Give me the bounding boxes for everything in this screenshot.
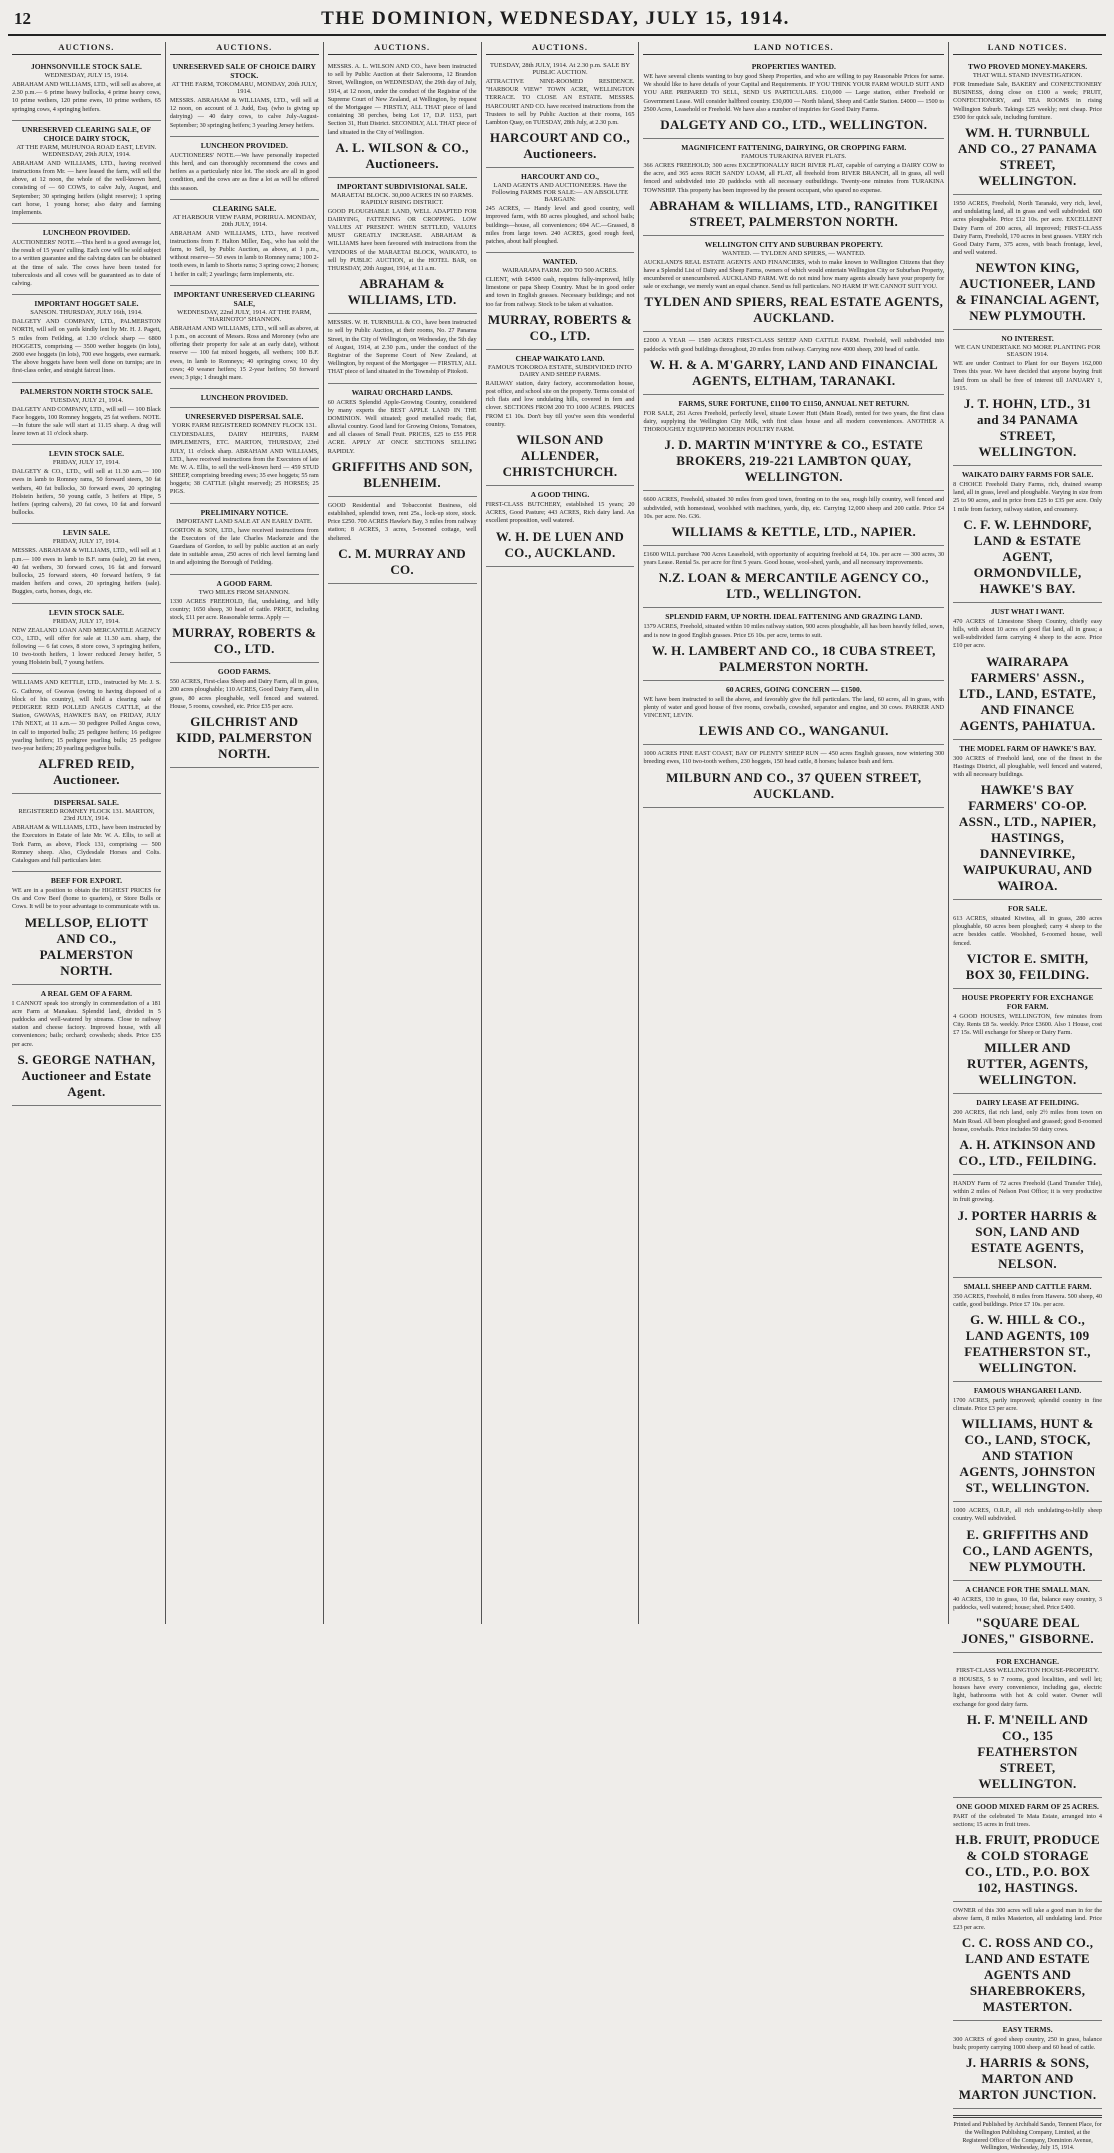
ad-body-text: ABRAHAM AND WILLIAMS, LTD., having received instructions from Mr. — have leased the farm, will sell the above, at 12 noon, the whole of the well-known herd, consisting of — 60 COWS, to calve July, August, and September; 30 springing heifers (slight reserve); 1 spring cart horse, 1 young horse; also dairy and farming implements. (12, 159, 161, 216)
ad-title: IMPORTANT UNRESERVED CLEARING SALE, (173, 289, 315, 308)
ad-body-text: 613 ACRES, situated Kiwitea, all in grass, 280 acres ploughable, 60 acres been ploughed; carry 4 sheep to the acre besides cattle. Woolshed, 6-roomed house, well fenced. (953, 915, 1102, 947)
ad-title: PROPERTIES WANTED. (751, 62, 836, 71)
ad-title: UNRESERVED SALE OF CHOICE DAIRY STOCK. (172, 62, 316, 80)
advertiser-name: GRIFFITHS AND SON, BLENHEIM. (331, 458, 473, 490)
ad-body-text: MESSRS. ABRAHAM & WILLIAMS, LTD., will sell at 12 noon, on account of J. Judd, Esq. (who is giving up dairying) — 40 dairy cows, to calve July-August-September; 30 springing heifers; 3 yearling Jersey heifers. (169, 97, 319, 129)
ad-subtitle: REGISTERED ROMNEY FLOCK 131. MARTON, 23rd JULY, 1914. (18, 808, 155, 823)
ad-subtitle: FIRST-CLASS WELLINGTON HOUSE-PROPERTY. (956, 1667, 1100, 1674)
ad-body-text: WE have several clients wanting to buy good Sheep Properties, and who are willing to pay Reasonable Prices for same. We should like to have details of your Capital and Requirements. IF YOU THINK YOUR FARM WOULD SUIT AND YOU ARE PREPARED TO SELL, SEND US PARTICULARS. £10,000 — Large station, either Freehold or Government Lease. Will consider halfbred country. £30,000 — North Island, Sheep and Cattle Station. £4000 — 1500 to 2500 Acres, Leasehold or Freehold. We have also a number of inquiries for Good Dairy Farms. (643, 73, 945, 113)
advertisement (170, 389, 319, 408)
ad-title: BEEF FOR EXPORT. (50, 876, 123, 886)
advertiser-name: TYLDEN AND SPIERS, REAL ESTATE AGENTS, AUCKLAND. (644, 294, 944, 326)
advertisement (328, 497, 477, 584)
advertisement (643, 236, 944, 333)
advertiser-name: J. HARRIS & SONS, MARTON AND MARTON JUNCTION. (958, 2055, 1097, 2103)
ad-body-text: MESSRS. ABRAHAM & WILLIAMS, LTD., will sell at 1 p.m.— 100 ewes in lamb to B.F. rams (sale), 20 fat ewes, 40 fat wethers, 30 forward cows, 16 fat and forward bullocks, 25 forward steers, 40 forward heifers, 9 fat maiden heifers and cows, 20 springing heifers (sale). Buggies, carts, horses, dogs, etc. (12, 547, 161, 596)
ad-subtitle: LAND AGENTS AND AUCTIONEERS. Have the Following FARMS FOR SALE:— AN ABSOLUTE BARGAIN: (491, 182, 629, 204)
ad-body-text: ABRAHAM AND WILLIAMS, LTD., have received instructions from F. Halton Miller, Esq., who has sold the farm, to Sell, by Public Auction, as above, at 1 p.m., without reserve— 50 ewes in lamb to Romney rams; 100 2-tooth ewes, in lamb to Shorts rams; 3 spring cows; 2 horses; 1 heifer in calf; 2 yearlings; farm implements, etc. (169, 229, 319, 278)
ad-body-text: £2000 A YEAR — 1589 ACRES FIRST-CLASS SHEEP AND CATTLE FARM. Freehold, well subdivided into paddocks with good buildings throughout, 20 miles from railway. Carrying now 4000 sheep, 200 head of cattle. (643, 337, 945, 353)
advertiser-name: DALGETY AND CO., LTD., WELLINGTON. (660, 116, 928, 132)
advertisement (12, 383, 161, 446)
advertiser-name: A. H. ATKINSON AND CO., LTD., FEILDING. (958, 1136, 1097, 1168)
ad-title: A CHANCE FOR THE SMALL MAN. (965, 1584, 1090, 1594)
ad-body-text: ABRAHAM AND WILLIAMS, LTD., will sell as above, at 1 p.m., on account of Messrs. Ross and Moroney (who are offering their property for sale at an early date), without reserve — 100 fat mixed hoggets, all wethers; 100 B.F. ewes, in lamb to Romneys; 40 springing cows; 10 dry cows; 40 weaner heifers; 15 2-year heifers; 50 forward ewes; 3 pigs; 1 draught mare. (169, 324, 319, 381)
ad-subtitle: FRIDAY, JULY 17, 1914. (52, 459, 120, 467)
advertiser-name: WM. H. TURNBULL AND CO., 27 PANAMA STREET, WELLINGTON. (958, 124, 1098, 188)
column-heading: LAND NOTICES. (643, 42, 944, 55)
ad-title: TWO PROVED MONEY-MAKERS. (968, 62, 1088, 71)
ad-body-text: PART of the celebrated Te Mata Estate, arranged into 4 sections; 15 acres in fruit trees. (953, 1812, 1102, 1828)
ad-body-text: 8 CHOICE Freehold Dairy Farms, rich, drained swamp land, all in grass, level and ploughable. Varying in size from 25 to 90 acres, and in price from £25 to £35 per acre. Only 1 mile from factory, railway station, and creamery. (953, 481, 1103, 513)
advertisement (328, 384, 477, 497)
ad-body-text: 8 HOUSES, 5 to 7 rooms, good localities, and well let; houses have every convenience, including gas, electric light, bathrooms with hot & cold water. Owner will exchange for good dairy farm. (953, 1676, 1102, 1708)
ad-title: JUST WHAT I WANT. (990, 606, 1065, 616)
ad-subtitle: FAMOUS TURAKINA RIVER FLATS. (741, 152, 847, 160)
advertiser-name: A. L. WILSON & CO., Auctioneers. (335, 139, 469, 171)
ad-body-text: GOOD PLOUGHABLE LAND, WELL ADAPTED FOR DAIRYING, FATTENING OR CROPPING. LOW VALUES AT PRESENT. WHEN SETTLED, VALUES MUST GREATLY INCREASE. ABRAHAM & WILLIAMS have been favoured with instructions from the VENDORS of the MARAETAI BLOCK, WAIKATO, to sell by PUBLIC AUCTION, at the HOTEL BAR, on THURSDAY, 20th August, 1914, at 11 a.m. (327, 207, 477, 272)
advertisement (953, 1581, 1102, 1653)
advertiser-name: C. C. ROSS AND CO., LAND AND ESTATE AGENTS AND SHAREBROKERS, MASTERTON. (961, 1934, 1094, 2014)
ad-title: CLEARING SALE. (212, 203, 277, 213)
ad-subtitle: FRIDAY, JULY 17, 1914. (52, 617, 120, 625)
ad-body-text: 4 GOOD HOUSES, WELLINGTON, few minutes from City. Rents £8 5s. weekly. Price £3600. Also 1 House, cost £7 15s. Will exchange for Sheep or Dairy Farm. (953, 1012, 1102, 1037)
advertisement (12, 524, 161, 603)
ad-title: 60 ACRES, GOING CONCERN — £1500. (725, 684, 862, 694)
advertiser-name: ABRAHAM & WILLIAMS, LTD., RANGITIKEI STREET, PALMERSTON NORTH. (649, 197, 939, 229)
ad-title: IMPORTANT SUBDIVISIONAL SALE. (336, 181, 468, 191)
ad-title: PRELIMINARY NOTICE. (200, 507, 288, 517)
advertisement (170, 575, 319, 664)
ad-body-text: DALGETY AND COMPANY, LTD., PALMERSTON NORTH, will sell on yards kindly lent by Mr. H. J. Pagett, 5 miles from Feilding, at 1.30 o'clock sharp — 6800 HOGGETS, comprising — 3500 wether hoggets (in lots), 2600 ewe hoggets (in lots), 700 ewe hoggets, ewe earmark. The above hoggets have been well done on turnips; are in first-class order, and straight faircut lines. (12, 318, 161, 375)
ad-body-text: 40 ACRES, 130 in grass, 10 flat, balance easy country, 3 paddocks, well watered; house; shed. Price £400. (953, 1595, 1102, 1611)
advertisement (953, 1798, 1102, 1902)
advertiser-name: WILLIAMS & KETTLE, LTD., NAPIER. (671, 523, 917, 539)
ad-body-text: 470 ACRES of Limestone Sheep Country, chiefly easy hills, with about 10 acres of good flat land, all in grass; a well-subdivided farm carrying 4 sheep to the acre. Price £10 per acre. (953, 617, 1102, 650)
ad-title: LEVIN STOCK SALE. (48, 607, 124, 617)
advertisement (643, 395, 944, 492)
ad-body-text: I CANNOT speak too strongly in commendation of a 181 acre Farm at Manakau. Splendid land, divided in 5 paddocks and well-watered by streams. Close to railway station and cheese factory. Improved house, with all conveniences; bails; orchard; cowsheds; sheds. Price £35 per acre. (12, 999, 161, 1048)
ad-body-text: 550 ACRES, First-class Sheep and Dairy Farm, all in grass, 200 acres ploughable; 110 ACRES, Good Dairy Farm, all in grass, 80 acres ploughable, well fenced and watered. House, 5 rooms, cowshed, etc. Price £35 per acre. (169, 678, 319, 710)
ad-body-text: 366 ACRES FREEHOLD; 300 acres EXCEPTIONALLY RICH RIVER FLAT, capable of carrying a DAIRY COW to the acre, and 365 acres RICH SANDY LOAM, all FLAT, all freehold from RIVER BRANCH, all in grass, all well fenced and subdivided into 20 paddocks with all necessary outbuildings. Twenty-one minutes from TURAKINA TOWNSHIP. This property has been improved by the present occupant, who spared no expense. (643, 161, 945, 194)
advertiser-name: VICTOR E. SMITH, BOX 30, FEILDING. (965, 950, 1090, 982)
ad-body-text: OWNER of this 300 acres will take a good man in for the above farm, 8 miles Masterton, all undulating land. Price £23 per acre. (953, 1907, 1102, 1931)
advertiser-name: ABRAHAM & WILLIAMS, LTD. (347, 276, 457, 308)
advertisement (328, 58, 477, 178)
ad-body-text: NEW ZEALAND LOAN AND MERCANTILE AGENCY CO., LTD., will offer for sale at 11.30 a.m. sharp, the following — 6 fat cows, 8 store cows, 3 springing heifers, 10 two-tooth heifers, 1 lower reduced Jersey heifer, 5 young Holstein bull, 7 young heifers. (12, 626, 161, 667)
advertisement (486, 253, 635, 350)
column-2 (166, 42, 324, 1624)
ad-title: LUNCHEON PROVIDED. (42, 228, 130, 238)
ad-body-text: CLYDESDALES, DAIRY HEIFERS, FARM IMPLEMENTS, ETC. MARTON, THURSDAY, 23rd JULY, 11 o'clock sharp. ABRAHAM AND WILLIAMS, LTD., have received instructions from the Executors of late Mr. W. A. Ellis, to sell the well-known herd — 459 STUD SHEEP, comprising breeding ewes; 35 ewe hoggets; 55 ram hoggets; 38 CATTLE (slight reserved); 25 HORSES; 25 PIGS. (169, 431, 319, 496)
advertisement (953, 740, 1102, 901)
advertisement (643, 608, 944, 680)
ad-subtitle: WEDNESDAY, JULY 15, 1914. (44, 72, 129, 79)
ad-body-text: RAILWAY station, dairy factory, accommodation house, post office, and school site on the property. Terms consist of rich flats and low undulating hills, covered in fern and clover. SECTIONS FROM 200 TO 1000 ACRES. PRICES FROM £1 10s. Don't buy till you've seen this wonderful country. (485, 379, 635, 428)
ad-title: CHEAP WAIKATO LAND. (515, 353, 605, 363)
ad-title: EASY TERMS. (1002, 2024, 1053, 2034)
ad-body-text: 245 ACRES, — Handy level and good country, well improved farm, with 80 acres ploughed, and school bails; buildings—house, all conveniences; 694 AC.—Grassed, 8 miles from large town. 240 ACRES, good rough feed, patches, about half ploughed. (485, 205, 635, 245)
advertisement (12, 794, 161, 872)
advertiser-name: MILBURN AND CO., 37 QUEEN STREET, AUCKLAND. (666, 769, 922, 801)
advertisement (12, 121, 161, 224)
ad-title: IMPORTANT HOGGET SALE. (34, 299, 139, 309)
ad-title: DAIRY LEASE AT FEILDING. (976, 1098, 1079, 1108)
ad-title: SMALL SHEEP AND CATTLE FARM. (963, 1281, 1092, 1291)
ad-body-text: MESSRS. W. H. TURNBULL & CO., have been instructed to sell by Public Auction, at their rooms, No. 27 Panama Street, in the City of Wellington, on Wednesday, the 5th day of August, 1914, at 2.30 p.m., under the conduct of the Registrar of the Supreme Court of New Zealand, at Wellington, by request of the Mortgagee — FIRSTLY, ALL THAT piece of land situated in the Township of Pitokoti. (327, 319, 477, 376)
advertiser-name: E. GRIFFITHS AND CO., LAND AGENTS, NEW PLYMOUTH. (962, 1526, 1093, 1574)
ad-title: HOUSE PROPERTY FOR EXCHANGE FOR FARM. (961, 992, 1094, 1011)
column-heading: AUCTIONS. (486, 42, 635, 55)
advertisement (12, 445, 161, 524)
ad-body-text: DALGETY AND COMPANY, LTD., will sell — 100 Black Face hoggets, 100 Romney hoggets, 25 fat wethers. NOTE.—In future the sale will start at 11.15 sharp. A drag will leave town at 11 o'clock sharp. (12, 405, 161, 438)
advertiser-name: WAIRARAPA FARMERS' ASSN., LTD., LAND, ESTATE, AND FINANCE AGENTS, PAHIATUA. (959, 653, 1097, 733)
advertisement (486, 58, 635, 168)
ad-title: LUNCHEON PROVIDED. (200, 393, 288, 403)
advertiser-name: W. H. DE LUEN AND CO., AUCKLAND. (495, 528, 625, 560)
column-6 (949, 42, 1106, 2152)
advertisement (12, 295, 161, 382)
advertisement (953, 603, 1102, 740)
advertisement (170, 200, 319, 286)
ad-body-text: £1600 WILL purchase 700 Acres Leasehold, with opportunity of acquiring freehold at £4, 10s. per acre — 300 acres, 30 years Lease. Rental 5s. per acre for first 5 years. Good house, wool-shed, yards, and all necessary improvements. (643, 550, 945, 567)
advertiser-name: W. H. LAMBERT AND CO., 18 CUBA STREET, PALMERSTON NORTH. (651, 642, 936, 674)
ad-body-text: 1330 ACRES FREEHOLD, flat, undulating, and hilly country; 1650 sheep, 30 head of cattle. PRICE, including stock, £11 per acre. Reasonable terms. Apply — (169, 597, 319, 621)
advertisement (643, 491, 944, 546)
ad-title: LEVIN STOCK SALE. (48, 449, 124, 459)
ad-body-text: 1379 ACRES, Freehold, situated within 10 miles railway station, 900 acres ploughable, all has been heavily felled, sown, and is now in good English grasses. Price £6 10s. per acre, terms to suit. (643, 623, 945, 639)
ad-title: UNRESERVED CLEARING SALE, OF CHOICE DAIRY STOCK, (21, 124, 152, 143)
ad-body-text: CLIENT, with £4500 cash, requires fully-improved, hilly limestone or papa Sheep Country. Must be in good order and town in English grasses. Necessary buildings; and not too far from railway. Stock to be taken at valuation. (485, 276, 635, 308)
ad-subtitle: THAT WILL STAND INVESTIGATION. (972, 72, 1083, 79)
advertiser-name: WILSON AND ALLENDER, CHRISTCHURCH. (502, 431, 618, 479)
ad-body-text: AUCTIONEERS' NOTE.—This herd is a good average lot, the result of 15 years' culling. Each cow will be sold subject to a written guarantee and the calving dates can be obtained at the time of sale. The cows have been tested for tuberculosis and all cows will be guaranteed as to date of calving. (12, 239, 161, 287)
ad-body-text: 1000 ACRES FINE EAST COAST, BAY OF PLENTY SHEEP RUN — 450 acres English grasses, now wintering 300 breeding ewes, 110 two-tooth wethers, 230 hoggets, 150 head cattle, 8 horses; balance bush and fern. (643, 750, 945, 766)
ad-title: LEVIN SALE. (62, 528, 110, 538)
ad-title: A REAL GEM OF A FARM. (40, 988, 133, 998)
ad-subtitle: AT HARBOUR VIEW FARM, PORIRUA. MONDAY, 20th JULY, 1914. (172, 213, 317, 228)
advertisement (953, 1502, 1102, 1580)
advertiser-name: NEWTON KING, AUCTIONEER, LAND & FINANCIAL AGENT, NEW PLYMOUTH. (955, 260, 1100, 324)
column-heading: LAND NOTICES. (953, 42, 1102, 55)
advertisement (643, 139, 944, 236)
advertisement (953, 900, 1102, 989)
advertisement (12, 604, 161, 675)
ad-title: WELLINGTON CITY AND SUBURBAN PROPERTY. (704, 239, 883, 249)
column-heading: AUCTIONS. (328, 42, 477, 55)
ad-subtitle: TUESDAY, JULY 21, 1914. (49, 396, 123, 404)
advertiser-name: J. PORTER HARRIS & SON, LAND AND ESTATE AGENTS, NELSON. (957, 1207, 1098, 1271)
column-4 (482, 42, 640, 1624)
advertisement (953, 1278, 1102, 1382)
advertisement (328, 314, 477, 383)
advertisement (953, 1175, 1102, 1278)
ad-title: WAIKATO DAIRY FARMS FOR SALE. (961, 470, 1094, 479)
ad-body-text: FIRST-CLASS BUTCHERY, established 15 years; 20 ACRES, Good Pasture; 443 ACRES, Rich dairy land. An excellent proposition, well watered. (485, 500, 635, 525)
ad-subtitle: MARAETAI BLOCK. 30,000 ACRES IN 60 FARMS. RAPIDLY RISING DISTRICT. (331, 191, 474, 206)
ad-body-text: GORTON & SON, LTD., have received instructions from the Executors of the late Charles Mackenzie and the Guardians of Gordon, to sell by public auction at an early date in suitable areas, 250 acres of rich level farming land in and adjoining the Borough of Feilding. (169, 526, 319, 567)
ad-title: JOHNSONVILLE STOCK SALE. (30, 62, 142, 71)
newspaper-title: THE DOMINION, WEDNESDAY, JULY 15, 1914. (321, 8, 790, 29)
ad-title: FAMOUS WHANGAREI LAND. (973, 1385, 1082, 1395)
advertisement (953, 989, 1102, 1095)
ad-body-text: WE are under Contract to Plant for our Buyers 162,000 Trees this year. We have decided that anyone buying fruit land from us shall be free of interest till JANUARY 1, 1915. (953, 360, 1102, 392)
ad-subtitle: AT THE FARM, TOKOMARU, MONDAY, 20th JULY, 1914. (171, 81, 318, 95)
ad-title: MAGNIFICENT FATTENING, DAIRYING, OR CROPPING FARM. (681, 142, 907, 152)
advertiser-name: HARCOURT AND CO., Auctioneers. (489, 130, 631, 162)
advertisement (12, 224, 161, 295)
ad-body-text: DALGETY & CO., LTD., will sell at 11.30 a.m.— 100 ewes in lamb to Romney rams, 50 forward steers, 30 fat wethers, 40 fat bullocks, 30 forward ewes, 20 springing Holstein heifers, 50 young cattle, 3 heifers at Hipe, 5 heifers (spring calvers), 20 fat cows, 10 fat and forward bullocks. (12, 468, 161, 517)
advertisement (953, 1382, 1102, 1502)
advertisement (328, 178, 477, 315)
ad-title: HARCOURT AND CO., (521, 172, 599, 182)
advertisement (953, 195, 1102, 330)
ad-body-text: 1950 ACRES, Freehold, North Taranaki, very rich, level, and undulating land, all in grass and well subdivided. 600 acres ploughable. Price £12 10s. per acre. EXCELLENT Dairy Farm of 200 acres, all improved; FIRST-CLASS Dairy Farm, Freehold, 170 acres in best grasses. VERY rich Good Dairy Farm, 375 acres, with beach frontage, level, and well watered. (953, 199, 1102, 257)
ad-body-text: FOR Immediate Sale, BAKERY and CONFECTIONERY BUSINESS, doing close on £100 a week; FRUIT, CONFECTIONERY, and TEA ROOMS in rising Wellington Suburb. Takings £25 weekly; rent cheap. Price £500 for quick sale, including furniture. (953, 81, 1102, 121)
ad-body-text: 300 ACRES of good sheep country, 250 in grass, balance bush; property carrying 1000 sheep and 60 head of cattle. (953, 2035, 1102, 2051)
ad-title: WANTED. (542, 257, 578, 267)
advertiser-name: GILCHRIST AND KIDD, PALMERSTON NORTH. (176, 713, 313, 761)
ad-title: GOOD FARMS. (217, 667, 271, 677)
ad-title: FOR SALE. (1007, 904, 1048, 914)
ad-subtitle: TUESDAY, 28th JULY, 1914. At 2.30 p.m. SALE BY PUBLIC AUCTION. (489, 62, 631, 76)
ad-body-text: 350 ACRES, Freehold, 8 miles from Hawera. 500 sheep, 40 cattle, good buildings. Price £7 10s. per acre. (953, 1292, 1102, 1308)
ad-body-text: 300 ACRES of Freehold land, one of the finest in the Hastings District, all ploughable, well fenced and watered, with all necessary buildings. (953, 754, 1102, 778)
ad-title: DISPERSAL SALE. (53, 798, 119, 808)
ad-title: UNRESERVED DISPERSAL SALE. (185, 412, 304, 422)
ad-subtitle: SANSON. THURSDAY, JULY 16th, 1914. (30, 309, 143, 317)
masthead (8, 6, 1106, 36)
advertiser-name: MILLER AND RUTTER, AGENTS, WELLINGTON. (966, 1040, 1089, 1088)
ad-body-text: GOOD Residential and Tobacconist Business, old established, splendid town, rent 25s., lock-up store, stock. Price £250. 700 ACRES Hawke's Bay, 3 miles from railway station; 8 ACRES, 3 acres, 5-roomed cottage, well sheltered. (327, 501, 477, 542)
ad-title: ONE GOOD MIXED FARM OF 25 ACRES. (956, 1801, 1099, 1811)
ad-title: PALMERSTON NORTH STOCK SALE. (20, 386, 153, 396)
advertiser-name: ALFRED REID, Auctioneer. (38, 756, 135, 788)
advertiser-name: MELLSOP, ELIOTT AND CO., PALMERSTON NORTH. (24, 914, 149, 978)
ad-title: THE MODEL FARM OF HAWKE'S BAY. (959, 743, 1096, 753)
advertisement (953, 1653, 1102, 1798)
ad-body-text: 60 ACRES Splendid Apple-Growing Country, considered by many experts the BEST APPLE LAND IN THE DOMINION. Well situated; good metalled roads; flat, alluvial country. Good land for Growing Onions, Tomatoes, and all classes of Small Fruit. PRICES, £25 to £55 PER ACRE. APPLY AT ONCE SECTIONS SELLING RAPIDLY. (327, 398, 477, 455)
column-3 (324, 42, 482, 1624)
advertisement (953, 1094, 1102, 1175)
advertiser-name: J. D. MARTIN M'INTYRE & CO., ESTATE BROKERS, 219-221 LAMBTON QUAY, WELLINGTON. (664, 437, 924, 485)
advertiser-name: MURRAY, ROBERTS & CO., LTD. (172, 625, 317, 657)
advertiser-name: J. T. HOHN, LTD., 31 and 34 PANAMA STREET, WELLINGTON. (963, 396, 1092, 459)
ad-subtitle: WANTED. — TYLDEN AND SPIERS, — WANTED. (722, 249, 866, 257)
advertiser-name: MURRAY, ROBERTS & CO., LTD. (487, 311, 633, 343)
ad-body-text: 6600 ACRES, Freehold, situated 30 miles from good town, fronting on to the sea, rough hilly country, well fenced and subdivided, with homestead, woolshed with machines, yards, dip, etc. Carrying 12,000 sheep and 200 cattle. Price £4 10s. per acre. No. G36. (643, 496, 945, 520)
advertiser-name: H.B. FRUIT, PRODUCE & COLD STORAGE CO., LTD., P.O. BOX 102, HASTINGS. (955, 1832, 1100, 1896)
ad-body-text: WE are in a position to obtain the HIGHEST PRICES for Ox and Cow Beef (home to quarters), or Store Bulls or Cows. It will be to your advantage to communicate with us. (12, 887, 161, 911)
advertisement (486, 486, 635, 567)
ad-body-text: 1700 ACRES, partly improved; splendid country in fine climate. Price £3 per acre. (953, 1396, 1102, 1413)
ad-body-text: AUCKLAND'S REAL ESTATE AGENTS AND FINANCIERS, wish to make known to Wellington Citizens that they have a Splendid List of Dairy and Sheep Farms, owners of which would entertain Wellington City or Suburban Property, encumbered or unencumbered. AUCKLAND FARM. WE do not mind how many agents already have your property for sale or exchange, we merely want an equal chance. Send us full particulars. NO HARM IF WE CANNOT SUIT YOU. (643, 258, 945, 291)
advertiser-name: G. W. HILL & CO., LAND AGENTS, 109 FEATHERSTON ST., WELLINGTON. (964, 1311, 1091, 1375)
ad-subtitle: IMPORTANT LAND SALE AT AN EARLY DATE. (176, 517, 313, 525)
ad-body-text: MESSRS. A. L. WILSON AND CO., have been instructed to sell by Public Auction at their Salerooms, 12 Brandon Street, Wellington, on WEDNESDAY, the 29th day of July, 1914, at 12 noon, under the conduct of the Registrar of the Supreme Court of New Zealand, at Wellington, by request of the Mortgagee — FIRSTLY, ALL THAT piece of land containing 38 perches, being Lot 17, D.P. 1153, part Section 31, Hutt District. SECONDLY, ALL THAT piece of land situated in the City of Wellington. (327, 63, 477, 136)
imprint-notice: Printed and Published by Archibald Sando, Tennent Place, for the Wellington Publishing Company, Limited, at the Registered Office of the Company, Dominion Avenue, Wellington, Wednesday, July 15, 1914. (953, 2122, 1102, 2152)
advertisement (12, 985, 161, 1106)
ad-body-text: HANDY Farm of 72 acres Freehold (Land Transfer Title), within 2 miles of Nelson Post Office; it is very productive in fruit growing. (953, 1179, 1102, 1204)
ad-subtitle: WEDNESDAY, 22nd JULY, 1914. AT THE FARM, "HARINOTO" SHANNON. (177, 308, 312, 323)
ad-body-text: ABRAHAM & WILLIAMS, LTD., have been instructed by the Executors in Estate of late Mr. W. A. Ellis, to sell at Tork Farm, as above, Flock 131, comprising — 500 Romney sheep. Also, Clydesdale Horses and Colts. Catalogues and full particulars later. (12, 824, 161, 864)
advertiser-name: S. GEORGE NATHAN, Auctioneer and Estate Agent. (17, 1051, 156, 1099)
ad-title: FARMS, SURE FORTUNE, £1100 TO £1150, ANNUAL NET RETURN. (678, 398, 910, 408)
advertisement (953, 2021, 1102, 2109)
column-5 (639, 42, 949, 1624)
column-heading: AUCTIONS. (12, 42, 161, 55)
ad-body-text: AUCTIONEERS' NOTE.—We have personally inspected this herd, and can thoroughly recommend the cows and heifers as a particularly nice lot. The stock are all in good condition, and the cows are as fine a lot as will be offered this season. (169, 151, 319, 192)
advertiser-name: W. H. & A. M'GARRY, LAND AND FINANCIAL AGENTS, ELTHAM, TARANAKI. (649, 356, 938, 388)
advertiser-name: C. F. W. LEHNDORF, LAND & ESTATE AGENT, ORMONDVILLE, HAWKE'S BAY. (963, 516, 1092, 596)
advertisement (170, 137, 319, 200)
advertisement (170, 663, 319, 768)
advertiser-name: LEWIS AND CO., WANGANUI. (698, 723, 889, 739)
advertisement (953, 58, 1102, 195)
advertisement (643, 745, 944, 807)
page-number: 12 (14, 9, 31, 28)
ad-body-text: ATTRACTIVE NINE-ROOMED RESIDENCE. "HARBOUR VIEW" TOWN ACRE, WELLINGTON TERRACE. TO CLOSE AN ESTATE. MESSRS. HARCOURT AND CO. have received instructions from the Trustees to sell by Public Auction at their rooms, 165 Lambton Quay, on TUESDAY, 28th July, at 2.30 p.m. (485, 78, 635, 126)
advertisement (170, 408, 319, 504)
advertisement (953, 466, 1102, 603)
ad-body-text: WILLIAMS AND KETTLE, LTD., instructed by Mr. J. S. G. Cathrow, of Gwavas (owing to having disposed of a block of his country), will hold a clearing sale of PEDIGREE RED POLLED ANGUS CATTLE, at the Station, GWAVAS, HAWKE'S BAY, on FRIDAY, JULY 17th NEXT, at 11 a.m.— 30 pedigree Polled Angus cows, in calf to imported bulls; 25 pedigree heifers; 16 pedigree yearling heifers; 15 pedigree yearling bulls; 25 pedigree two-year heifers; 20 yearling pedigree bulls. (12, 679, 161, 752)
advertiser-name: H. F. M'NEILL AND CO., 135 FEATHERSTON STREET, WELLINGTON. (966, 1711, 1089, 1791)
advertisement (170, 286, 319, 389)
advertisement (170, 58, 319, 137)
advertisement (170, 504, 319, 575)
columns-container (8, 42, 1106, 2152)
advertisement (12, 674, 161, 794)
ad-title: SPLENDID FARM, UP NORTH. IDEAL FATTENING AND GRAZING LAND. (665, 612, 923, 622)
advertisement (643, 681, 944, 746)
column-1 (8, 42, 166, 1624)
column-heading: AUCTIONS. (170, 42, 319, 55)
ad-title: NO INTEREST. (1001, 334, 1054, 344)
ad-body-text: ABRAHAM AND WILLIAMS, LTD., will sell as above, at 2.30 p.m.— 6 prime heavy bullocks, 4 prime heavy cows, 10 prime wethers, 120 prime ewes, 10 prime wethers, 65 springing cows, 4 springing heifers. (12, 81, 161, 113)
ad-title: A GOOD FARM. (216, 578, 273, 588)
advertisement (953, 330, 1102, 466)
advertiser-name: "SQUARE DEAL JONES," GISBORNE. (961, 1615, 1094, 1646)
advertiser-name: HAWKE'S BAY FARMERS' CO-OP. ASSN., LTD., NAPIER, HASTINGS, DANNEVIRKE, WAIPUKURAU, AND WAIROA. (958, 782, 1097, 894)
ad-subtitle: AT THE FARM, MUHUNOA ROAD EAST, LEVIN. WEDNESDAY, 29th JULY, 1914. (16, 143, 157, 158)
advertiser-name: N.Z. LOAN & MERCANTILE AGENCY CO., LTD., WELLINGTON. (658, 570, 929, 602)
advertisement (486, 168, 635, 253)
ad-title: A GOOD THING. (530, 489, 590, 499)
ad-body-text: 200 ACRES, flat rich land, only 2½ miles from town on Main Road. All been ploughed and grassed; good 8-roomed house, cowbails. Price includes 50 dairy cows. (953, 1109, 1102, 1133)
footer-rule (953, 2115, 1102, 2118)
advertisement (643, 546, 944, 608)
ad-subtitle: FRIDAY, JULY 17, 1914. (52, 538, 120, 546)
advertisement (643, 332, 944, 394)
ad-subtitle: TWO MILES FROM SHANNON. (198, 588, 290, 596)
advertisement (643, 58, 944, 139)
ad-title: FOR EXCHANGE. (996, 1657, 1060, 1666)
advertisement (486, 350, 635, 486)
advertisement (12, 872, 161, 985)
ad-body-text: 1000 ACRES, O.R.P., all rich undulating-to-hilly sheep country. Well subdivided. (953, 1507, 1102, 1523)
advertisement (953, 1902, 1102, 2021)
ad-title: WAIRAU ORCHARD LANDS. (351, 387, 453, 397)
ad-subtitle: YORK FARM REGISTERED ROMNEY FLOCK 131. (171, 422, 317, 430)
ad-subtitle: FAMOUS TOKOROA ESTATE, SUBDIVIDED INTO DAIRY AND SHEEP FARMS. (488, 363, 632, 378)
advertiser-name: C. M. MURRAY AND CO. (338, 545, 466, 577)
advertisement (12, 58, 161, 121)
ad-body-text: FOR SALE, 261 Acres Freehold, perfectly level, situate Lower Hutt (Main Road), rented for two years, the first class dairy, supplying the Wellington City Milk, with first class house and all modern conveniences. ANOTHER A THOROUGHLY EQUIPPED MODERN POULTRY FARM. (643, 409, 945, 434)
advertiser-name: WILLIAMS, HUNT & CO., LAND, STOCK, AND STATION AGENTS, JOHNSTON ST., WELLINGTON. (959, 1416, 1096, 1496)
ad-title: LUNCHEON PROVIDED. (200, 140, 288, 150)
ad-subtitle: WAIRARAPA FARM. 200 TO 500 ACRES. (502, 267, 618, 275)
ad-subtitle: WE CAN UNDERTAKE NO MORE PLANTING FOR SEASON 1914. (954, 344, 1101, 359)
ad-body-text: WE have been instructed to sell the above, and favorably give the full particulars. The land, 60 acres, all in grass, with plenty of water and good house of five rooms, cowbails, cowshed, separator and engine, and 30 cows. PARKER AND VINCENT, LEVIN. (643, 695, 945, 720)
